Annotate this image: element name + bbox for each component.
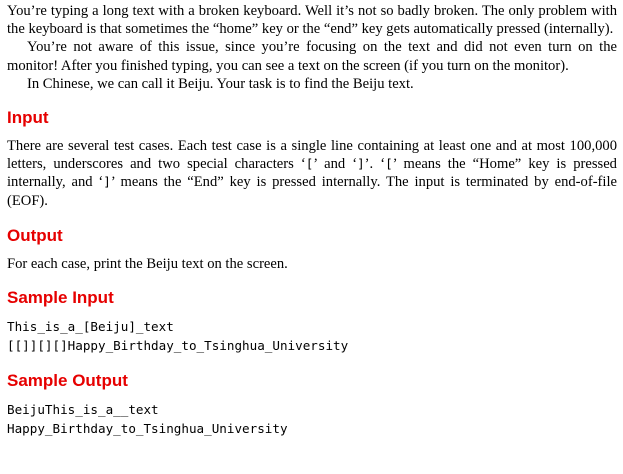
sample-input-line-2: [[]][][]Happy_Birthday_to_Tsinghua_University [7,337,349,353]
output-heading: Output [7,225,63,245]
intro-section [7,2,617,93]
close-bracket-code-2: ] [103,174,111,190]
input-text-c: ’. ‘ [364,156,386,173]
sample-input-block [7,318,617,355]
intro-paragraph-2: You’re not aware of this issue, since you’re focusing on the text and did not even turn on the monitor! After you finished typing, you can see a text on the screen (if you turn on the monitor). [7,39,617,74]
intro-paragraph-1: You’re typing a long text with a broken keyboard. Well it’s not so badly broken. The only problem with the keyboard is that sometimes the “home” key or the “end” key gets automatically pressed (internally). [7,3,617,38]
sample-input-line-1: This_is_a_[Beiju]_text [7,319,174,335]
input-text-a: There are several test cases. Each test case is a single line containing at least one and at most 100,000 letters, underscores and two special characters ‘ [7,138,617,173]
sample-input-heading: Sample Input [7,288,114,308]
open-bracket-code: [ [305,156,314,172]
input-description [7,137,617,210]
sample-output-heading: Sample Output [7,371,128,391]
close-bracket-code: ] [357,156,365,172]
input-text-e: ’ means the “End” key is pressed internally. The input is terminated by end-of-file (EOF). [7,174,617,209]
open-bracket-code-2: [ [385,156,393,172]
input-text-d: ’ means the “Home” key is pressed internally, and ‘ [7,156,617,191]
input-heading: Input [7,108,49,128]
intro-paragraph-3: In Chinese, we can call it Beiju. Your task is to find the Beiju text. [27,75,414,92]
sample-output-line-1: BeijuThis_is_a__text [7,402,159,418]
output-description: For each case, print the Beiju text on the screen. [7,255,288,272]
sample-output-block [7,401,617,438]
problem-statement [7,0,617,438]
input-text-b: ’ and ‘ [313,156,358,173]
sample-output-line-2: Happy_Birthday_to_Tsinghua_University [7,420,288,436]
